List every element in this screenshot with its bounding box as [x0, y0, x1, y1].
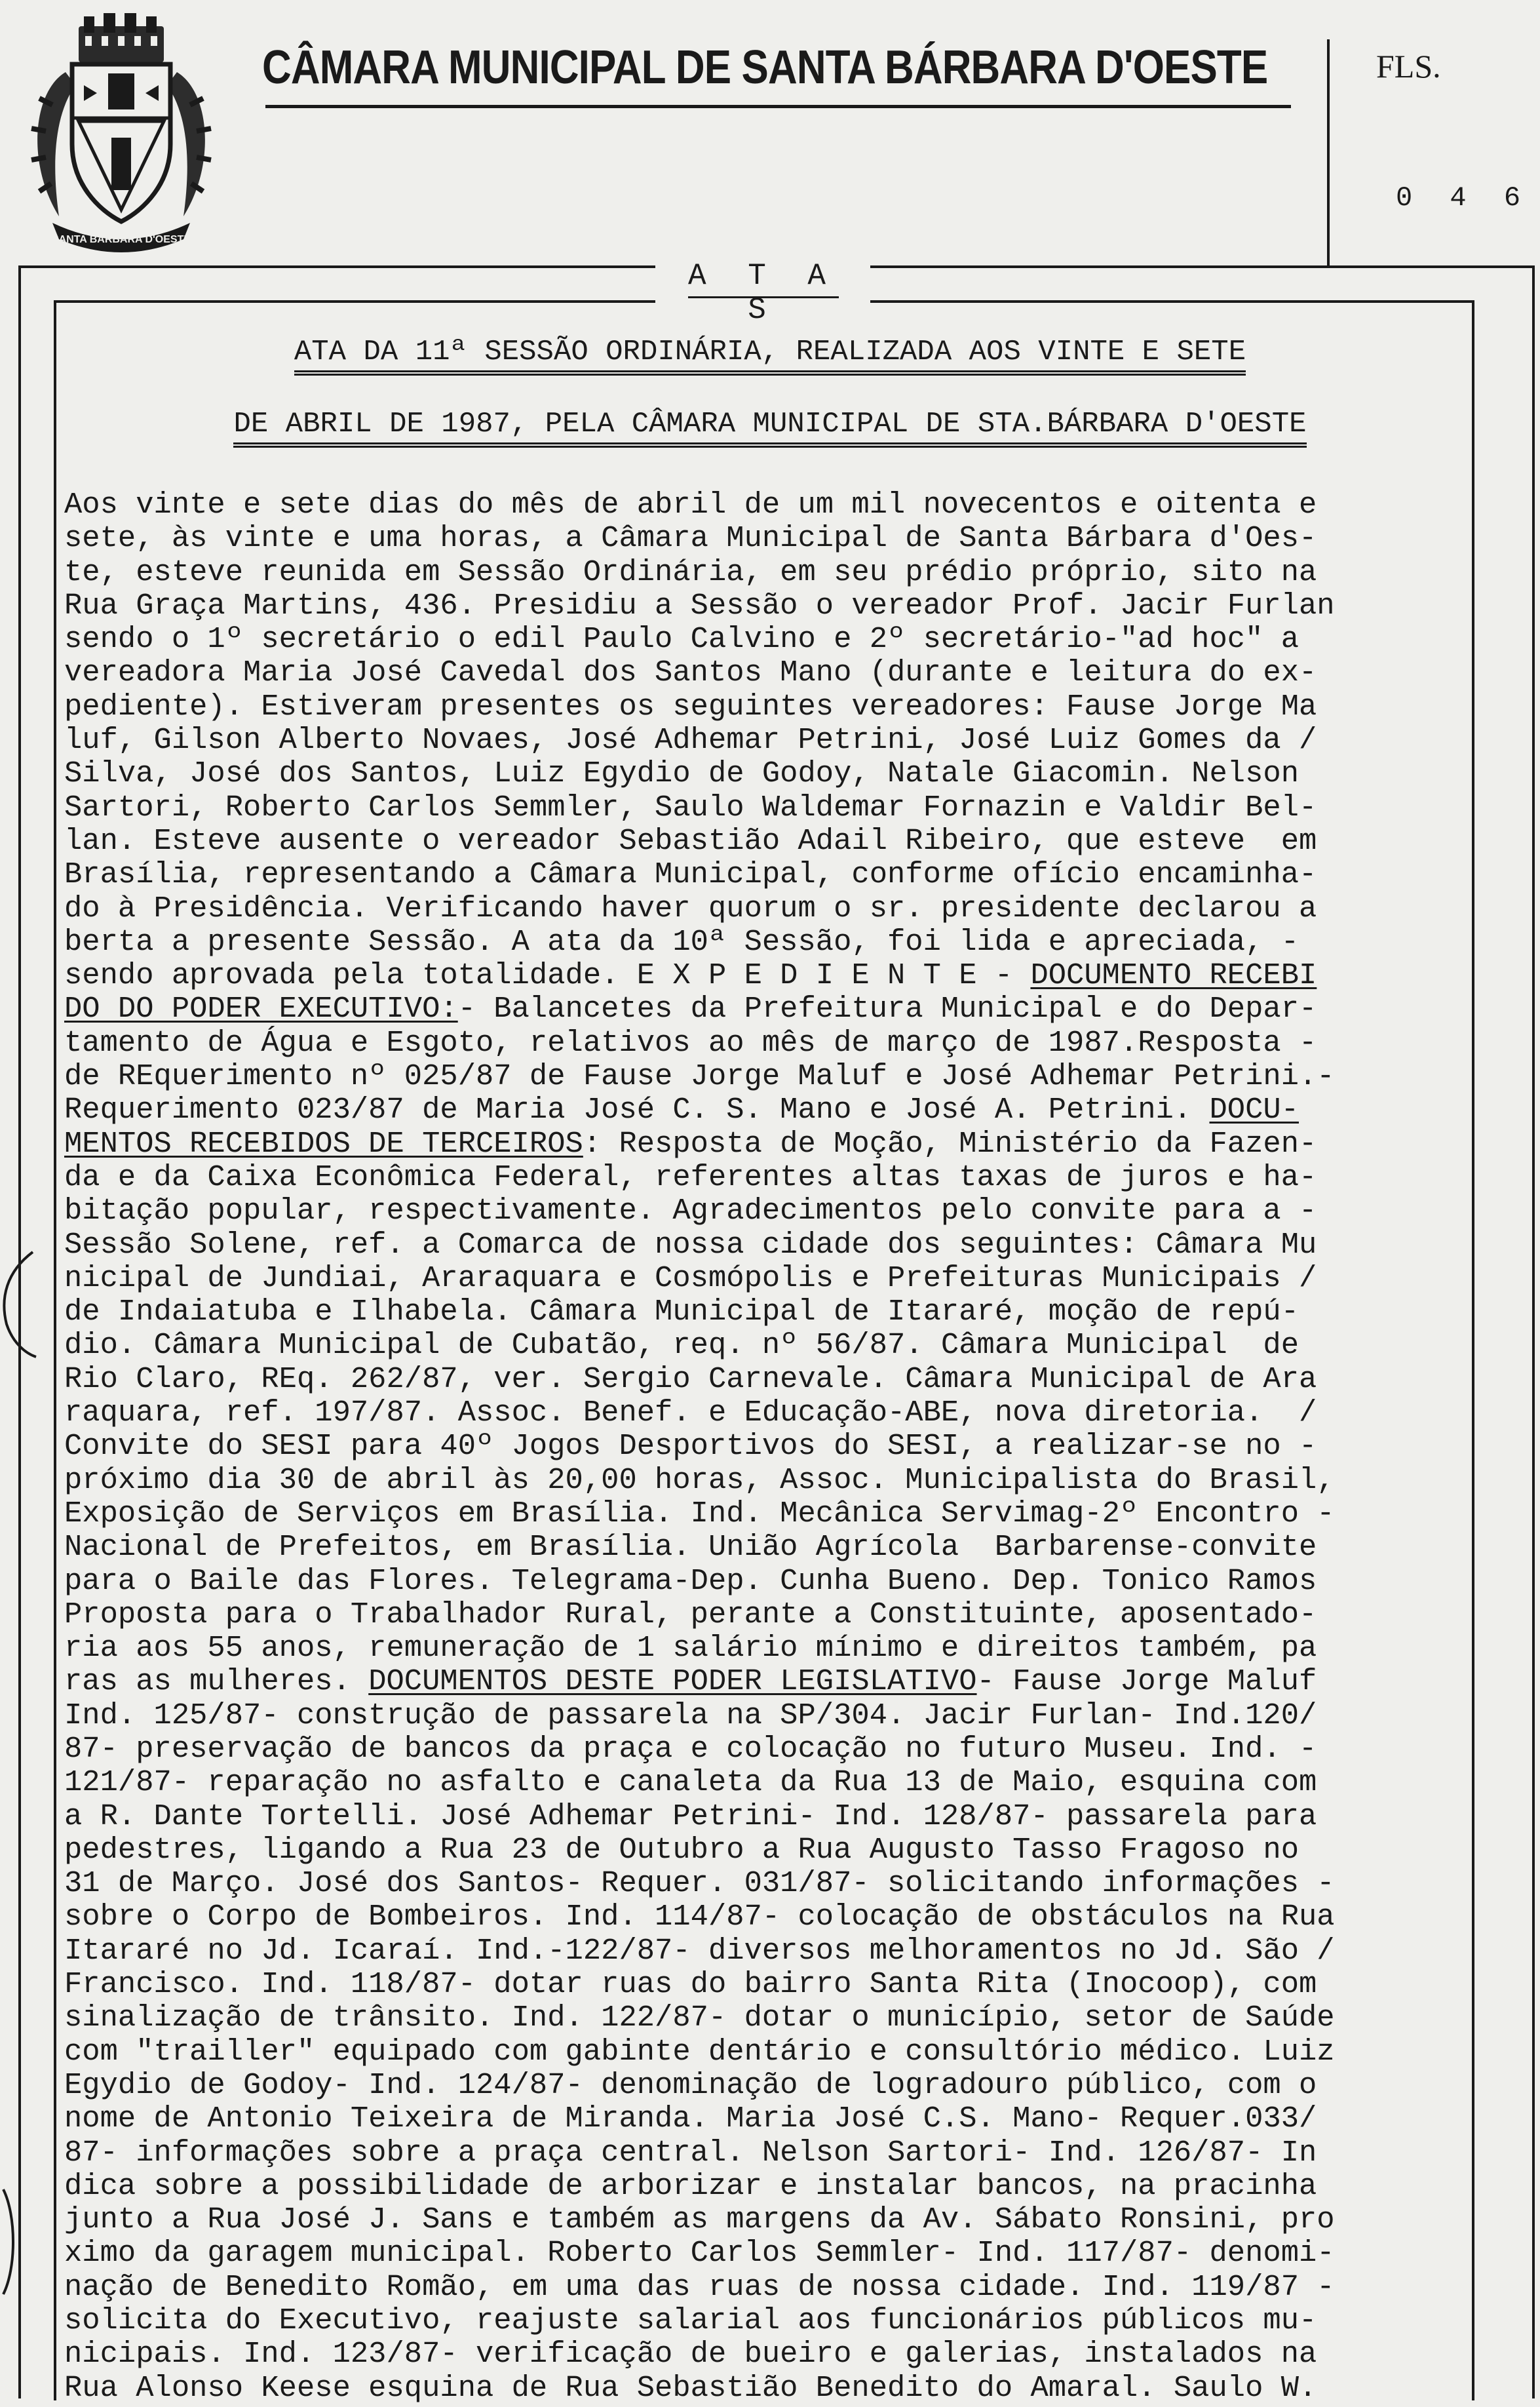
page-number: 0 4 6: [1396, 182, 1531, 214]
body-line: dica sobre a possibilidade de arborizar e instalar bancos, na pracinha: [64, 2168, 1317, 2203]
body-line: da e da Caixa Econômica Federal, referentes altas taxas de juros e ha-: [64, 1160, 1317, 1194]
body-line: nicipal de Jundiai, Araraquara e Cosmópolis e Prefeituras Municipais /: [64, 1261, 1317, 1295]
body-line: nicipais. Ind. 123/87- verificação de bueiro e galerias, instalados na: [64, 2337, 1317, 2372]
body-line: sobre o Corpo de Bombeiros. Ind. 114/87- colocação de obstáculos na Rua: [64, 1900, 1335, 1934]
body-line: tamento de Água e Esgoto, relativos ao mês de março de 1987.Resposta -: [64, 1025, 1317, 1060]
body-line: sendo aprovada pela totalidade. E X P E D I E N T E - DOCUMENTO RECEBI: [64, 958, 1317, 993]
body-line: junto a Rua José J. Sans e também as margens da Av. Sábato Ronsini, pro: [64, 2202, 1335, 2237]
body-line: vereadora Maria José Cavedal dos Santos Mano (durante e leitura do ex-: [64, 656, 1317, 690]
body-line: de REquerimento nº 025/87 de Fause Jorge Maluf e José Adhemar Petrini.-: [64, 1059, 1335, 1094]
body-line: lan. Esteve ausente o vereador Sebastião Adail Ribeiro, que esteve em: [64, 823, 1317, 858]
body-line: 31 de Março. José dos Santos- Requer. 031/87- solicitando informações -: [64, 1866, 1335, 1901]
header-rule: [265, 105, 1291, 108]
body-line: de Indaiatuba e Ilhabela. Câmara Municipal de Itararé, moção de repú-: [64, 1295, 1299, 1329]
section-heading-underline: [688, 296, 839, 298]
svg-text:SANTA BARBARA D'OESTE: SANTA BARBARA D'OESTE: [51, 234, 191, 245]
body-line: Egydio de Godoy- Ind. 124/87- denominação de logradouro público, com o: [64, 2067, 1317, 2102]
body-line: ximo da garagem municipal. Roberto Carlos Semmler- Ind. 117/87- denomi-: [64, 2236, 1335, 2271]
body-line: Brasília, representando a Câmara Municipal, conforme ofício encaminha-: [64, 857, 1317, 892]
body-line: Exposição de Serviços em Brasília. Ind. Mecânica Servimag-2º Encontro -: [64, 1496, 1335, 1531]
body-line: sinalização de trânsito. Ind. 122/87- dotar o município, setor de Saúde: [64, 2001, 1335, 2035]
body-line: Rua Alonso Keese esquina de Rua Sebastião Benedito do Amaral. Saulo W.: [64, 2370, 1317, 2405]
body-line: bitação popular, respectivamente. Agradecimentos pelo convite para a -: [64, 1194, 1317, 1228]
body-line: berta a presente Sessão. A ata da 10ª Sessão, foi lida e apreciada, -: [64, 924, 1299, 959]
body-line: 87- preservação de bancos da praça e colocação no futuro Museu. Ind. -: [64, 1731, 1317, 1766]
body-line: Silva, José dos Santos, Luiz Egydio de Godoy, Natale Giacomin. Nelson: [64, 756, 1299, 791]
body-line: Itararé no Jd. Icaraí. Ind.-122/87- diversos melhoramentos no Jd. São /: [64, 1933, 1335, 1968]
body-line: dio. Câmara Municipal de Cubatão, req. nº 56/87. Câmara Municipal de: [64, 1328, 1299, 1363]
body-line: Rio Claro, REq. 262/87, ver. Sergio Carnevale. Câmara Municipal de Ara: [64, 1361, 1317, 1396]
body-line: para o Baile das Flores. Telegrama-Dep. Cunha Bueno. Dep. Tonico Ramos: [64, 1563, 1317, 1598]
margin-bracket-mark-2: [0, 2183, 20, 2301]
body-line: 87- informações sobre a praça central. Nelson Sartori- Ind. 126/87- In: [64, 2135, 1317, 2170]
chamber-name: CÂMARA MUNICIPAL DE SANTA BÁRBARA D'OESTE: [262, 41, 1268, 94]
body-line: nação de Benedito Romão, em uma das ruas de nossa cidade. Ind. 119/87 -: [64, 2269, 1335, 2304]
body-line: a R. Dante Tortelli. José Adhemar Petrini- Ind. 128/87- passarela para: [64, 1799, 1317, 1833]
document-title-line-2: DE ABRIL DE 1987, PELA CÂMARA MUNICIPAL DE STA.BÁRBARA D'OESTE: [98, 410, 1442, 448]
body-line: do à Presidência. Verificando haver quorum o sr. presidente declarou a: [64, 891, 1317, 926]
body-line: solicita do Executivo, reajuste salarial aos funcionários públicos mu-: [64, 2303, 1317, 2338]
body-line: Sartori, Roberto Carlos Semmler, Saulo Waldemar Fornazin e Valdir Bel-: [64, 790, 1317, 825]
body-line: 121/87- reparação no asfalto e canaleta da Rua 13 de Maio, esquina com: [64, 1765, 1317, 1800]
body-line: Requerimento 023/87 de Maria José C. S. Mano e José A. Petrini. DOCU-: [64, 1093, 1299, 1127]
body-line: sete, às vinte e uma horas, a Câmara Municipal de Santa Bárbara d'Oes-: [64, 521, 1317, 556]
body-line: Francisco. Ind. 118/87- dotar ruas do bairro Santa Rita (Inocoop), com: [64, 1967, 1317, 2002]
minutes-body: [64, 488, 1480, 2405]
margin-bracket-mark: [0, 1245, 39, 1363]
body-line: MENTOS RECEBIDOS DE TERCEIROS: Resposta de Moção, Ministério da Fazen-: [64, 1126, 1317, 1161]
section-heading: A T A S: [655, 259, 870, 327]
body-line: ria aos 55 anos, remuneração de 1 salário mínimo e direitos também, pa: [64, 1631, 1317, 1666]
body-line: nome de Antonio Teixeira de Miranda. Maria José C.S. Mano- Requer.033/: [64, 2102, 1317, 2136]
fls-label: FLS.: [1376, 48, 1441, 85]
body-line: Convite do SESI para 40º Jogos Desportivos do SESI, a realizar-se no -: [64, 1429, 1317, 1464]
body-line: Aos vinte e sete dias do mês de abril de um mil novecentos e oitenta e: [64, 488, 1317, 522]
body-line: luf, Gilson Alberto Novaes, José Adhemar Petrini, José Luiz Gomes da /: [64, 723, 1317, 758]
body-line: raquara, ref. 197/87. Assoc. Benef. e Educação-ABE, nova diretoria. /: [64, 1396, 1317, 1430]
body-line: Nacional de Prefeitos, em Brasília. União Agrícola Barbarense-convite: [64, 1530, 1317, 1565]
body-line: DO DO PODER EXECUTIVO:- Balancetes da Prefeitura Municipal e do Depar-: [64, 992, 1317, 1027]
body-line: ras as mulheres. DOCUMENTOS DESTE PODER LEGISLATIVO- Fause Jorge Maluf: [64, 1664, 1317, 1699]
body-line: pediente). Estiveram presentes os seguintes vereadores: Fause Jorge Ma: [64, 689, 1317, 724]
header-divider: [1327, 39, 1330, 265]
body-line: Rua Graça Martins, 436. Presidiu a Sessão o vereador Prof. Jacir Furlan: [64, 588, 1335, 623]
body-line: pedestres, ligando a Rua 23 de Outubro a Rua Augusto Tasso Fragoso no: [64, 1832, 1299, 1867]
body-line: sendo o 1º secretário o edil Paulo Calvino e 2º secretário-"ad hoc" a: [64, 622, 1299, 657]
body-line: próximo dia 30 de abril às 20,00 horas, Assoc. Municipalista do Brasil,: [64, 1462, 1335, 1497]
coat-of-arms-icon: [26, 13, 216, 256]
body-line: com "trailler" equipado com gabinte dentário e consultório médico. Luiz: [64, 2034, 1335, 2069]
body-line: te, esteve reunida em Sessão Ordinária, em seu prédio próprio, sito na: [64, 555, 1317, 589]
body-line: Sessão Solene, ref. a Comarca de nossa cidade dos seguintes: Câmara Mu: [64, 1227, 1317, 1262]
document-title-line-1: ATA DA 11ª SESSÃO ORDINÁRIA, REALIZADA AOS VINTE E SETE: [98, 338, 1442, 376]
body-line: Ind. 125/87- construção de passarela na SP/304. Jacir Furlan- Ind.120/: [64, 1698, 1317, 1732]
body-line: Proposta para o Trabalhador Rural, perante a Constituinte, aposentado-: [64, 1597, 1317, 1632]
